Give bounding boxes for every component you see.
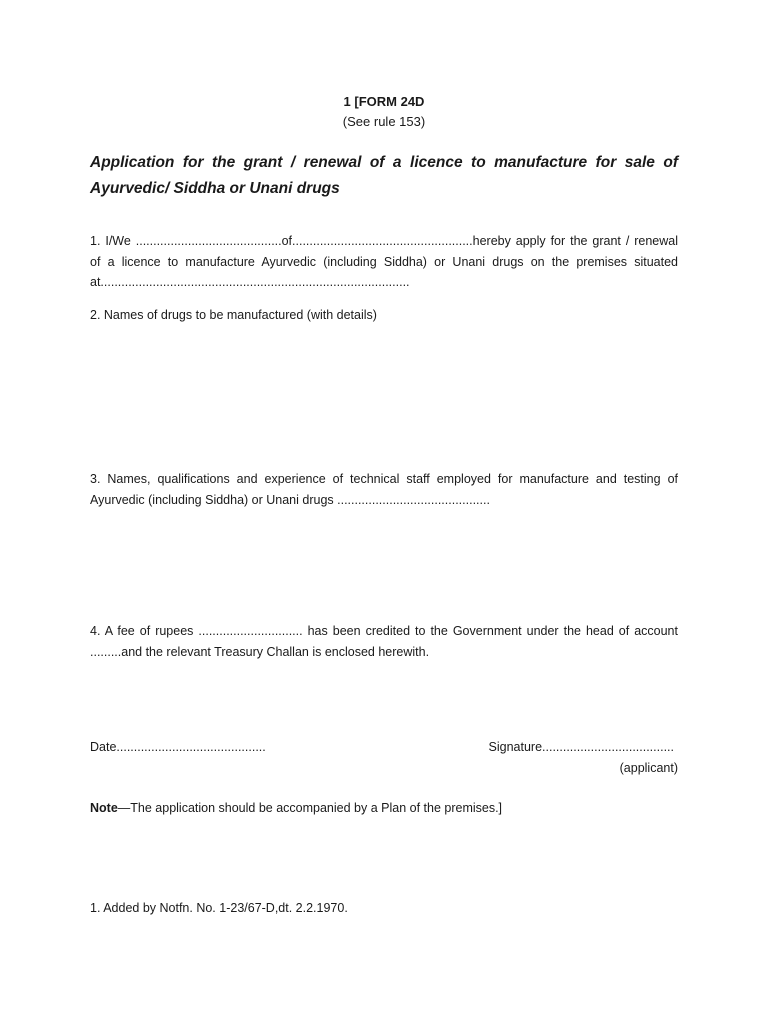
note-label: Note: [90, 801, 118, 815]
note-text: —The application should be accompanied by a Plan of the premises.]: [117, 801, 503, 815]
footnote: 1. Added by Notfn. No. 1-23/67-D,dt. 2.2.1970.: [90, 901, 348, 915]
form-title: Application for the grant / renewal of a licence to manufacture for sale of Ayurvedic/ Siddha or Unani drugs: [90, 154, 678, 197]
see-rule-reference: (See rule 153): [342, 114, 426, 129]
applicant-label: (applicant): [619, 761, 678, 775]
signature-line: Signature......................................: [488, 740, 674, 754]
item-3-technical-staff: 3. Names, qualifications and experience of technical staff employed for manufacture and testing of Ayurvedic (including Siddha) or Unani drugs ............................................: [90, 472, 678, 507]
form-page: [90, 0, 678, 1024]
date-line: Date...........................................: [90, 740, 266, 754]
item-2-drug-names: 2. Names of drugs to be manufactured (with details): [90, 308, 377, 322]
item-4-fee-details: 4. A fee of rupees .............................. has been credited to the Government under the head of account .........and the relevant Treasury Challan is enclosed herewith.: [90, 624, 678, 659]
item-1-applicant-details: 1. I/We ..........................................of....................................................hereby apply for the grant / renewal of a licence to manufacture Ayurvedic (including Siddha) or Unani drugs on the premises situated at.........................................................................................: [90, 234, 678, 289]
form-number: 1 [FORM 24D: [343, 94, 425, 109]
note: [90, 801, 502, 815]
